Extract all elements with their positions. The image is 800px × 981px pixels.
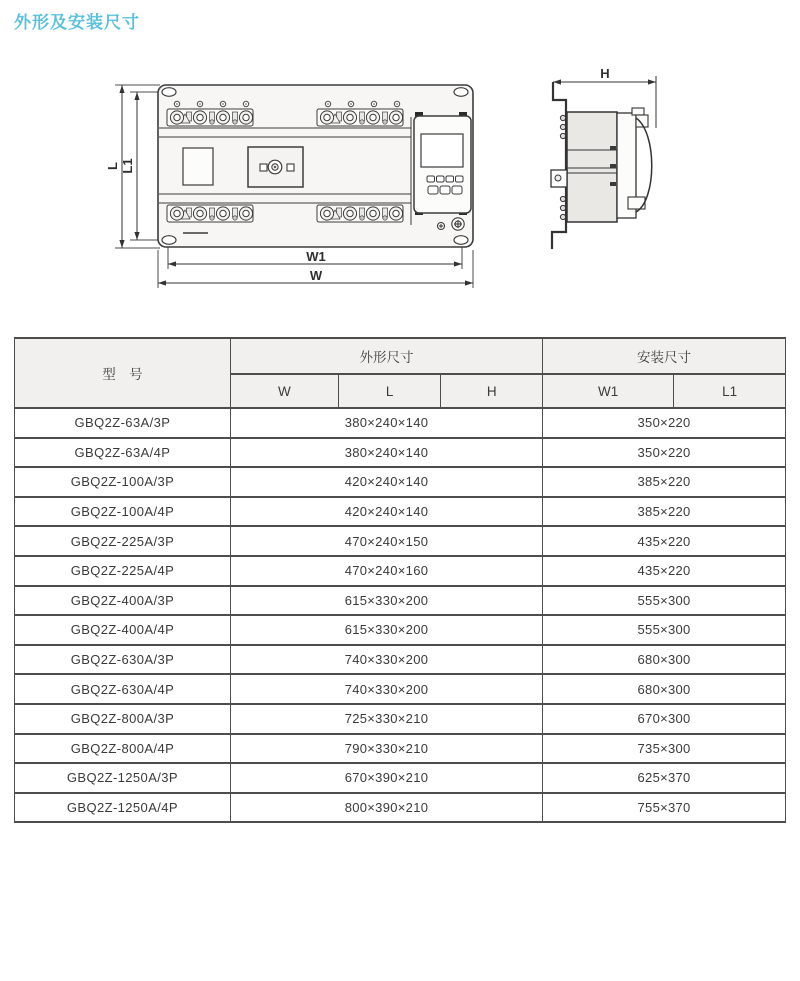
table-row (15, 674, 786, 704)
table-row (15, 497, 786, 527)
install-dimensions-cell: 385×220 (543, 467, 786, 497)
model-cell: GBQ2Z-225A/4P (15, 556, 231, 586)
model-cell: GBQ2Z-400A/4P (15, 615, 231, 645)
model-cell: GBQ2Z-63A/4P (15, 438, 231, 468)
page-title: 外形及安装尺寸 (14, 13, 140, 32)
install-dimensions-cell: 385×220 (543, 497, 786, 527)
outline-dimensions-cell: 740×330×200 (230, 645, 542, 675)
model-cell: GBQ2Z-800A/4P (15, 734, 231, 764)
outline-dimensions-cell: 380×240×140 (230, 438, 542, 468)
table-row (15, 793, 786, 823)
install-dimensions-cell: 625×370 (543, 763, 786, 793)
dim-label-h: H (600, 66, 610, 81)
outline-dimensions-cell: 615×330×200 (230, 615, 542, 645)
outline-dimensions-cell: 800×390×210 (230, 793, 542, 823)
outline-dimensions-cell: 615×330×200 (230, 586, 542, 616)
col-group-install: 安装尺寸 (543, 338, 786, 374)
col-header-w: W (230, 374, 338, 408)
outline-dimensions-cell: 790×330×210 (230, 734, 542, 764)
install-dimensions-cell: 350×220 (543, 438, 786, 468)
dim-label-w1: W1 (306, 249, 326, 264)
install-dimensions-cell: 555×300 (543, 615, 786, 645)
dimensions-table-body (15, 408, 786, 822)
install-dimensions-cell: 670×300 (543, 704, 786, 734)
col-group-outline: 外形尺寸 (230, 338, 542, 374)
outline-dimensions-cell: 420×240×140 (230, 497, 542, 527)
model-cell: GBQ2Z-1250A/3P (15, 763, 231, 793)
dimensions-table (14, 337, 786, 823)
model-cell: GBQ2Z-630A/4P (15, 674, 231, 704)
side-view (551, 76, 656, 249)
table-row (15, 556, 786, 586)
table-row (15, 408, 786, 438)
install-dimensions-cell: 680×300 (543, 674, 786, 704)
outline-dimensions-cell: 470×240×160 (230, 556, 542, 586)
outline-dimensions-cell: 670×390×210 (230, 763, 542, 793)
front-view (115, 85, 473, 288)
dim-label-l: L (105, 162, 120, 170)
dimension-drawing (0, 46, 800, 300)
controller-screen (421, 134, 463, 167)
model-cell: GBQ2Z-800A/3P (15, 704, 231, 734)
table-row (15, 704, 786, 734)
install-dimensions-cell: 680×300 (543, 645, 786, 675)
controller-panel (414, 112, 471, 230)
table-row (15, 467, 786, 497)
table-row (15, 438, 786, 468)
model-cell: GBQ2Z-100A/3P (15, 467, 231, 497)
outline-dimensions-cell: 740×330×200 (230, 674, 542, 704)
outline-dimensions-cell: 420×240×140 (230, 467, 542, 497)
outline-dimensions-cell: 470×240×150 (230, 526, 542, 556)
col-header-l1: L1 (674, 374, 786, 408)
model-cell: GBQ2Z-1250A/4P (15, 793, 231, 823)
outline-dimensions-cell: 380×240×140 (230, 408, 542, 438)
install-dimensions-cell: 435×220 (543, 526, 786, 556)
install-dimensions-cell: 755×370 (543, 793, 786, 823)
model-cell: GBQ2Z-63A/3P (15, 408, 231, 438)
table-row (15, 763, 786, 793)
model-cell: GBQ2Z-225A/3P (15, 526, 231, 556)
install-dimensions-cell: 435×220 (543, 556, 786, 586)
col-header-h: H (441, 374, 543, 408)
model-cell: GBQ2Z-100A/4P (15, 497, 231, 527)
table-row (15, 734, 786, 764)
col-header-w1: W1 (543, 374, 674, 408)
install-dimensions-cell: 735×300 (543, 734, 786, 764)
dim-label-l1: L1 (120, 158, 135, 174)
col-header-model: 型 号 (15, 338, 231, 408)
col-header-l: L (338, 374, 441, 408)
table-row (15, 615, 786, 645)
dim-label-w: W (309, 268, 323, 283)
table-row (15, 645, 786, 675)
outline-dimensions-cell: 725×330×210 (230, 704, 542, 734)
table-row (15, 586, 786, 616)
table-row (15, 526, 786, 556)
install-dimensions-cell: 350×220 (543, 408, 786, 438)
model-cell: GBQ2Z-400A/3P (15, 586, 231, 616)
model-cell: GBQ2Z-630A/3P (15, 645, 231, 675)
install-dimensions-cell: 555×300 (543, 586, 786, 616)
